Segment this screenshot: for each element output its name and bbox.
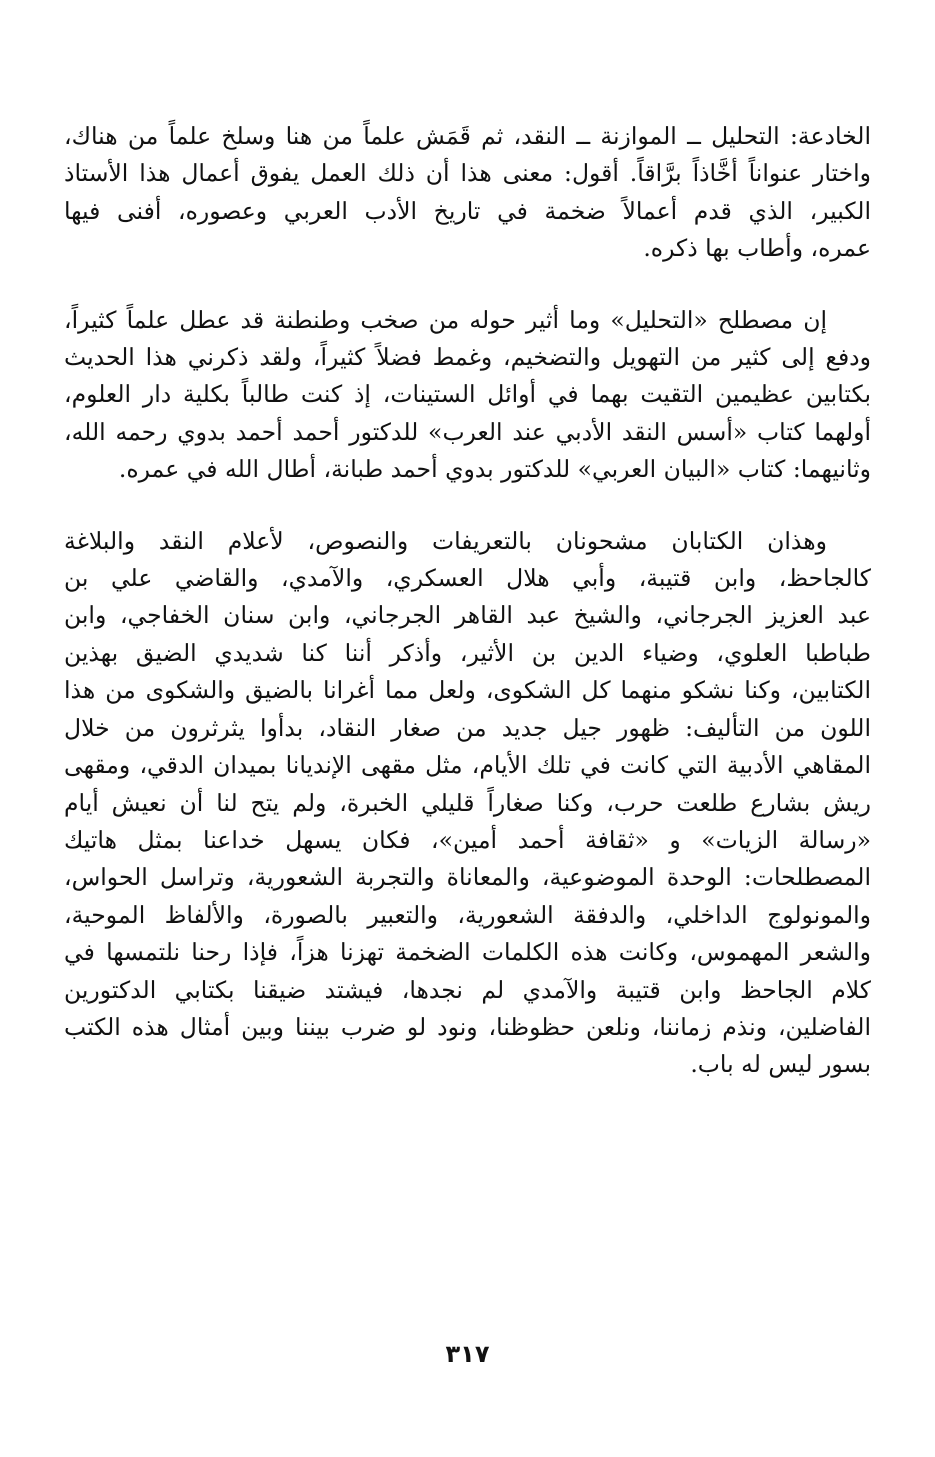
text-line: ريش بشارع طلعت حرب، وكنا صغاراً قليلي الخبرة، ولم يتح لنا أن نعيش أيام [64, 788, 871, 817]
text-line: كلام الجاحظ وابن قتيبة والآمدي لم نجدها، فيشتد ضيقنا بكتابي الدكتورين [64, 975, 871, 1004]
text-line: إن مصطلح «التحليل» وما أثير حوله من صخب وطنطنة قد عطل علماً كثيراً، [64, 305, 827, 334]
text-line: المصطلحات: الوحدة الموضوعية، والمعاناة والتجربة الشعورية، وتراسل الحواس، [64, 863, 871, 892]
text-line: الكبير، الذي قدم أعمالاً ضخمة في تاريخ الأدب العربي وعصوره، أفنى فيها [64, 196, 871, 225]
text-line: عمره، وأطاب بها ذكره. [643, 234, 871, 263]
text-line: والشعر المهموس، وكانت هذه الكلمات الضخمة تهزنا هزاً، فإذا رحنا نلتمسها في [64, 938, 871, 967]
text-line: الفاضلين، ونذم زماننا، ونلعن حظوظنا، ونود لو ضرب بيننا وبين أمثال هذه الكتب [64, 1012, 871, 1041]
text-line: بكتابين عظيمين التقيت بهما في أوائل الستينات، إذ كنت طالباً بكلية دار العلوم، [64, 380, 871, 409]
text-line: المقاهي الأدبية التي كانت في تلك الأيام، مثل مقهى الإنديانا بميدان الدقي، ومقهى [64, 751, 871, 780]
paragraph-gap [64, 268, 871, 302]
paragraph-gap [64, 489, 871, 523]
text-line: «رسالة الزيات» و «ثقافة أحمد أمين»، فكان يسهل خداعنا بمثل هاتيك [64, 825, 871, 854]
text-line: وثانيهما: كتاب «البيان العربي» للدكتور بدوي أحمد طبانة، أطال الله في عمره. [118, 455, 871, 484]
paragraph [64, 118, 871, 268]
text-line: كالجاحظ، وابن قتيبة، وأبي هلال العسكري، والآمدي، والقاضي علي بن [64, 564, 871, 593]
text-line: وهذان الكتابان مشحونان بالتعريفات والنصوص، لأعلام النقد والبلاغة [64, 526, 827, 555]
text-line: الخادعة: التحليل ــ الموازنة ــ النقد، ثم قَمَش علماً من هنا وسلخ علماً من هناك، [64, 122, 871, 150]
text-line: طباطبا العلوي، وضياء الدين بن الأثير، وأذكر أننا كنا شديدي الضيق بهذين [64, 638, 871, 667]
text-line: والمونولوج الداخلي، والدفقة الشعورية، والتعبير بالصورة، والألفاظ الموحية، [64, 900, 871, 929]
page-number: ٣١٧ [445, 1340, 490, 1368]
text-line: الكتابين، وكنا نشكو منهما كل الشكوى، ولعل مما أغرانا بالضيق والشكوى من هذا [64, 676, 871, 705]
text-line: اللون من التأليف: ظهور جيل جديد من صغار النقاد، بدأوا يثرثرون من خلال [64, 713, 871, 742]
text-line: واختار عنواناً أخَّاذاً برَّاقاً. أقول: معنى هذا أن ذلك العمل يفوق أعمال هذا الأستاذ [64, 159, 871, 188]
paragraph [64, 523, 871, 1084]
text-line: أولهما كتاب «أسس النقد الأدبي عند العرب» للدكتور أحمد أحمد بدوي رحمه الله، [64, 417, 871, 446]
paragraph [64, 302, 871, 489]
text-line: عبد العزيز الجرجاني، والشيخ عبد القاهر الجرجاني، وابن سنان الخفاجي، وابن [64, 601, 871, 630]
body-text [64, 118, 871, 1084]
text-line: ودفع إلى كثير من التهويل والتضخيم، وغمط فضلاً كثيراً، ولقد ذكرني هذا الحديث [64, 343, 871, 372]
text-line: بسور ليس له باب. [690, 1050, 871, 1079]
